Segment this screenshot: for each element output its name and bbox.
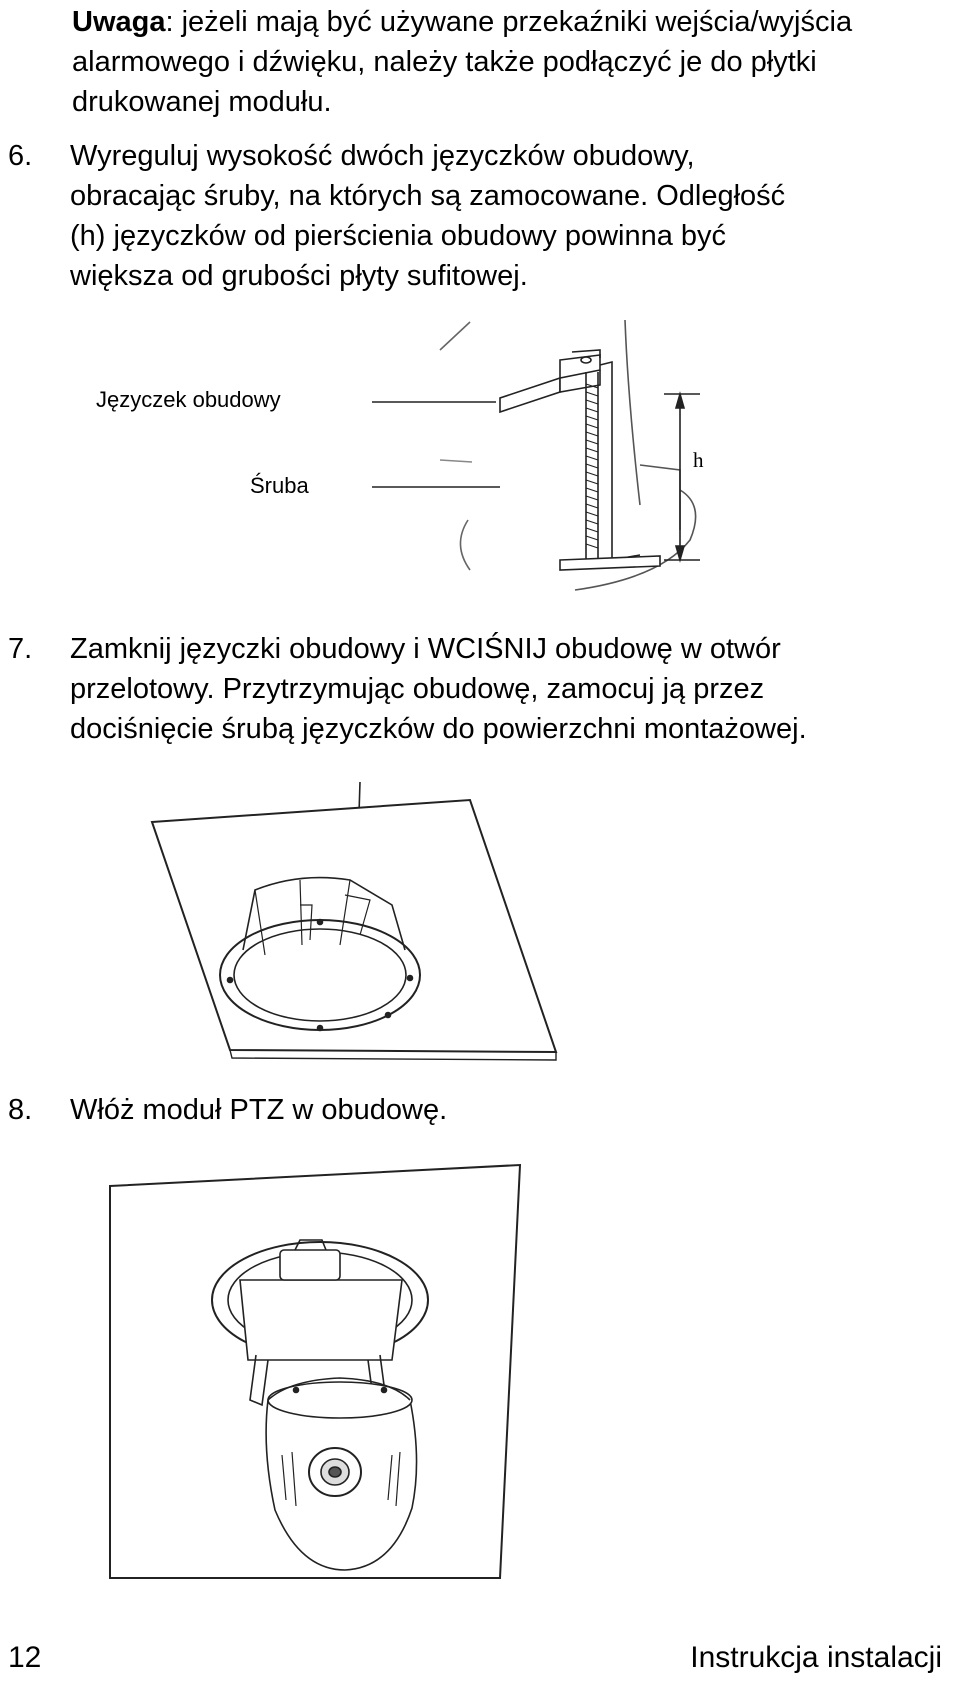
housing-top-box xyxy=(280,1250,340,1280)
step-8-line-1: Włóż moduł PTZ w obudowę. xyxy=(70,1094,448,1126)
page-number: 12 xyxy=(8,1641,42,1674)
step-7-line-2: przelotowy. Przytrzymując obudowę, zamocuj ją przez xyxy=(70,673,765,705)
note-label: Uwaga xyxy=(72,6,166,38)
footer-title: Instrukcja instalacji xyxy=(690,1641,942,1674)
step-6-line-2: obracając śruby, na których są zamocowane. Odległość xyxy=(70,180,786,212)
note-text: : jeżeli mają być używane przekaźniki wejścia/wyjścia alarmowego i dźwięku, należy także podłączyć je do płytki drukowanej modułu. xyxy=(72,6,853,118)
step-6-line-4: większa od grubości płyty sufitowej. xyxy=(70,260,528,292)
step-7-number: 7. xyxy=(8,633,33,665)
step-7-line-3: dociśnięcie śrubą języczków do powierzchni montażowej. xyxy=(70,713,807,745)
step-6-line-1: Wyreguluj wysokość dwóch języczków obudowy, xyxy=(70,140,695,172)
step-8-number: 8. xyxy=(8,1094,33,1126)
housing-body xyxy=(240,1280,402,1360)
step-6-line-3: (h) języczków od pierścienia obudowy powinna być xyxy=(70,220,727,252)
step-6-number: 6. xyxy=(8,140,33,172)
step-7-line-1: Zamknij języczki obudowy i WCIŚNIJ obudowę w otwór xyxy=(70,633,781,665)
figure1-label-h: h xyxy=(693,448,704,472)
figure1-label-tab: Języczek obudowy xyxy=(96,387,281,412)
figure1-label-screw: Śruba xyxy=(250,473,309,498)
